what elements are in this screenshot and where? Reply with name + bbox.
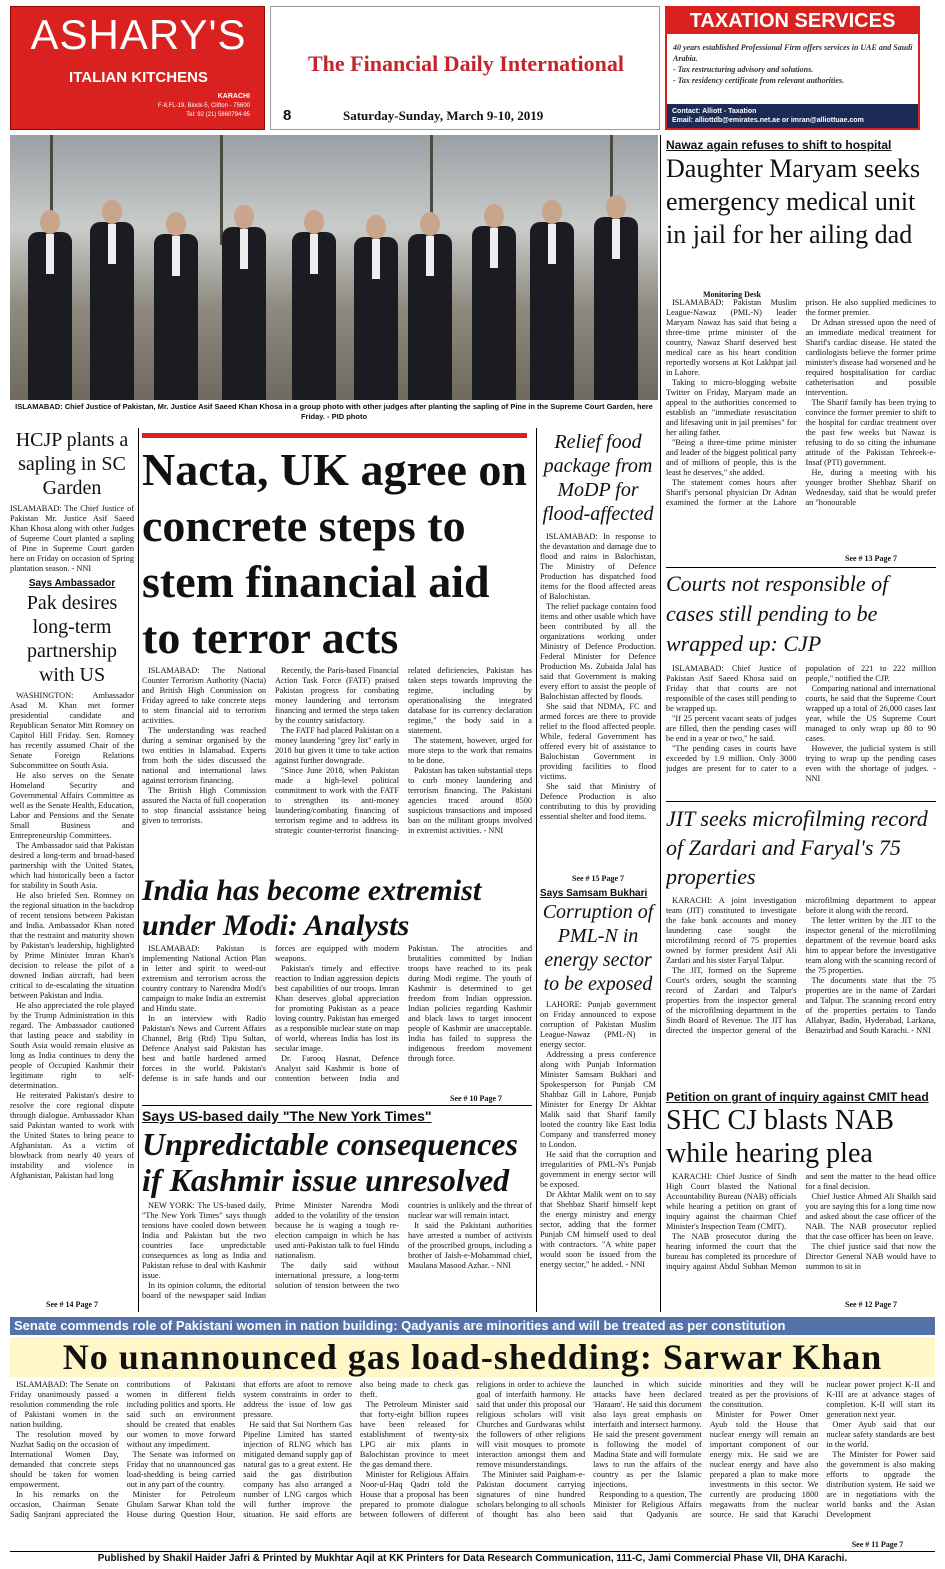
paragraph: The resolution moved by Nuzhat Sadiq on the occasion of International Women Day, demanded that concrete steps should be taken for women empowerment. bbox=[10, 1430, 119, 1489]
issue-date: Saturday-Sunday, March 9-10, 2019 bbox=[343, 108, 544, 123]
paragraph: He reiterated Pakistan's desire to resolve the core regional dispute through dialogue. Ambassador Khan said Pakistan wanted to work with the United States to bring peace to Afghanistan. As a victim of blowback from nearly 40 years of instability and violence in Afghanistan, Pakistan had long bbox=[10, 1091, 134, 1180]
taxation-line: - Tax restructuring advisory and solutions. bbox=[673, 65, 814, 74]
paragraph: The Minister for Power said the government is also making efforts to upgrade the distribution system. He said we are in negotiations with the world banks and the Asian Development bbox=[826, 1450, 935, 1519]
taxation-line: 40 years established Professional Firm offers services in UAE and Saudi Arabia. bbox=[673, 43, 913, 63]
taxation-ad-title: TAXATION SERVICES bbox=[667, 8, 918, 34]
paragraph: Pakistan has taken substantial steps to curb money laundering and terrorism financing. The Pakistani agencies traced around 8500 suspicious transactions and imposed ban on the militant groups involved in extremist activities. - NNI bbox=[408, 766, 532, 835]
column-divider bbox=[536, 428, 537, 1312]
paragraph: He, during a meeting with his younger brother Shehbaz Sharif on Wednesday, said that he would prefer an "honourable bbox=[805, 468, 936, 507]
paragraph: The Sharif family has been trying to convince the former premier to shift to the hospital for cardiac treatment over the past few weeks but Nawaz is refusing to do so citing the inhumane attitude of the Pakistan Tehreek-e-Insaf (PTI) government. bbox=[805, 398, 936, 467]
paragraph: In its opinion column, the editorial board of the newspaper said Indian Prime Minister Narendra Modi added to the volatility of the tension because he is waging a tough re-election campaign in which he has used anti-Pakistan talk to fuel Hindu nationalism. bbox=[142, 1201, 399, 1300]
paragraph: KARACHI: A joint investigation team (JIT) constituted to investigate the fake bank accounts and money laundering case sought the microfilming record of 75 properties owned by former president Asif Ali Zardari and his sister Faryal Talpur. bbox=[666, 896, 797, 965]
kashmir-headline: Unpredictable consequences if Kashmir issue unresolved bbox=[142, 1126, 518, 1198]
sarwar-headline: No unannounced gas load-shedding: Sarwar Khan bbox=[10, 1337, 935, 1377]
shc-body bbox=[666, 1172, 936, 1298]
senate-continued[interactable]: See # 11 Page 7 bbox=[851, 1540, 904, 1549]
paragraph: ISLAMABAD: Pakistan is implementing National Action Plan in letter and spirit to weed-out extremism and terrorism across the country contrary to Narendra Modi's campaign to make India an extremist and Hindu state. bbox=[142, 944, 266, 1013]
taxation-line: - Tax residency certificate from relevant authorities. bbox=[673, 76, 845, 85]
paragraph: Dr. Farooq Hasnat, Defence Analyst said Kashmir is bone of contention between India and Pakistan. The atrocities and brutalities committed by Indian troops have reached to its peak during Modi regime. The youth of Kashmir is determined to get freedom from Indian oppression. Indian policies regarding Kashmir and black laws to target innocent people of Kashmir are unacceptable. India has failed to suppress the indigenous freedom movement through force. bbox=[275, 944, 532, 1083]
paragraph: Dr Adnan stressed upon the need of an immediate medical treatment for Sharif's cardiac disease. He stated the cardiologists believe the former prime minister's disease had worsened and he required hospitalisation for cardiac catheterisation and possible intervention. bbox=[805, 318, 936, 397]
judge-figure bbox=[222, 205, 266, 400]
judge-figure bbox=[530, 200, 574, 400]
paragraph: However, the judicial system is still trying to wrap up the pending cases even with the shortage of judges. - NNI bbox=[805, 744, 936, 783]
judge-figure bbox=[90, 200, 134, 400]
left-column bbox=[10, 428, 134, 1313]
group-photo bbox=[10, 135, 658, 400]
india-body bbox=[142, 944, 532, 1096]
paragraph: Minister for Power Omer Ayub told the House that nuclear energy will remain an important component of our energy mix. He said we are nuclear energy and have also prepared a plan to make more investments in this sector. We currently are producing 1800 megawatts from the nuclear source. He said that Karachi nuclear power project K-II and K-III are at advance stages of completion. K-II will start its generation next year. bbox=[709, 1380, 935, 1519]
paragraph: ISLAMABAD: The Senate on Friday unanimously passed a resolution commending the role of Pakistani women in the nation building. bbox=[10, 1380, 119, 1429]
paragraph: "Since June 2018, when Pakistan made a high-level political commitment to work with the FATF to strengthen its anti-money laundering/combating financing of terrorism regime and to address its strategic counter-terrorist financing-related deficiencies, Pakistan has taken steps towards improving the regime, including by operationalising the integrated database for its currency declaration regime," the body said in a statement. bbox=[275, 666, 532, 835]
pmln-body bbox=[540, 1000, 656, 1310]
india-continued[interactable]: See # 10 Page 7 bbox=[450, 1094, 502, 1103]
ambassador-continued[interactable]: See # 14 Page 7 bbox=[46, 1300, 98, 1309]
footer-rule bbox=[10, 1551, 935, 1552]
paragraph: The statement, however, urged for more steps to the work that remains to be done. bbox=[408, 736, 532, 765]
paragraph: LAHORE: Punjab government on Friday announced to expose corruption of Pakistan Muslim League-Nawaz (PML-N) in energy sector. bbox=[540, 1000, 656, 1049]
taxation-ad bbox=[665, 6, 920, 130]
pmln-kicker: Says Samsam Bukhari bbox=[540, 888, 648, 899]
jit-headline: JIT seeks microfilming record of Zardari and Faryal's 75 properties bbox=[666, 806, 928, 889]
section-divider bbox=[142, 1105, 532, 1106]
ad-subtitle: ITALIAN KITCHENS bbox=[69, 69, 208, 86]
nacta-headline: Nacta, UK agree on concrete steps to stem financial aid to terror acts bbox=[142, 444, 527, 663]
shc-headline: SHC CJ blasts NAB while hearing plea bbox=[666, 1105, 894, 1169]
taxation-ad-text bbox=[673, 42, 913, 86]
paragraph: The NAB prosecutor during the hearing informed the court that the bureau has completed its procedure of inquiry against Abdul Subhan Memon and sent the matter to the head office for a final decision. bbox=[666, 1172, 936, 1271]
paragraph: Responding to a question, The Minister for Religious Affairs said that Qadyanis are minorities and they will be treated as per the provisions of the constitution. bbox=[593, 1380, 819, 1519]
paragraph: The chief justice said that now the Director General NAB would have to summon to sit in bbox=[805, 1242, 936, 1271]
paragraph: Pakistan's timely and effective reaction to Indian aggression depicts best capabilities of our troops. Imran Khan deserves global appreciation for promoting Pakistan as a peace loving country. Pakistan has emerged as a responsible nuclear state on map of world, whereas India has lost its secular image. bbox=[275, 964, 399, 1053]
maryam-kicker: Nawaz again refuses to shift to hospital bbox=[666, 138, 892, 152]
judge-figure bbox=[154, 212, 198, 400]
paragraph: Recently, the Paris-based Financial Action Task Force (FATF) praised Pakistan progress for combating money laundering and terrorism financing and termed the steps taken by the country satisfactory. bbox=[275, 666, 399, 725]
paragraph: Minister for Religious Affairs Noor-ul-Haq Qadri told the House that a proposal has been prepared to promote dialogue between followers of different religions in order to achieve the goal of interfaith harmony. He said that under this proposal our religious scholars will visit Churches and Gurdwaras whilst the followers of other religions will visit mosques to promote interaction amongst them and remove misunderstandings. bbox=[359, 1380, 586, 1519]
paragraph: Dr Akhtar Malik went on to say that Shehbaz Sharif himself kept the energy ministry and energy sector, adding that the former Punjab CM himself used to deal with contractors. "A white paper would soon be issued from the energy sector," he added. - NNI bbox=[540, 1190, 656, 1269]
judge-figure bbox=[408, 212, 452, 400]
relief-continued[interactable]: See # 15 Page 7 bbox=[572, 874, 624, 883]
shc-kicker: Petition on grant of inquiry against CMIT head bbox=[666, 1090, 929, 1104]
paragraph: Comparing national and international courts, he said that the Supreme Court wrapped up a total of 26,000 cases last year, while the US Supreme Court managed to only wrap up 80 to 90 cases. bbox=[805, 684, 936, 743]
masthead bbox=[270, 6, 660, 130]
page-number: 8 bbox=[283, 107, 292, 124]
paragraph: He said that the corruption and irregularities of PML-N's Punjab government in energy sector will be exposed. bbox=[540, 1150, 656, 1189]
paragraph: KARACHI: Chief Justice of Sindh High Court blasted the National Accountability Bureau (NAB) officials while hearing a petition on grant of inquiry against the chairman Chief Minister's Inspection Team (CMIT). bbox=[666, 1172, 797, 1231]
paragraph: Taking to micro-blogging website Twitter on Friday, Maryam made an appeal to the authorities concerned to establish an "immediate resuscitation and lifesaving unit in jail premises" for her ailing father. bbox=[666, 378, 797, 437]
nacta-body bbox=[142, 666, 532, 872]
restaurant-ad bbox=[10, 6, 265, 130]
paragraph: The relief package contains food items and other usable which have been contributed by all the organizations working under Ministry of Defence Production. Federal Minister for Defence Production Ms. Zubaida Jalal has said that Government is making every effort to assist the people of Balochistan affected by floods. bbox=[540, 602, 656, 701]
paragraph: ISLAMABAD: In response to the devastation and damage due to flood and rains in Balochistan, The Ministry of Defence Production has dispatched food items for the flood affected areas of Balochistan. bbox=[540, 532, 656, 601]
newspaper-title: The Financial Daily International bbox=[308, 51, 624, 76]
senate-body bbox=[10, 1380, 935, 1550]
paragraph: The letter written by the JIT to the inspector general of the microfilming department of the revenue board asks him to appear before the investigative team along with the scanning record of the 75 properties. bbox=[805, 916, 936, 975]
paragraph: The FATF had placed Pakistan on a money laundering "grey list" early in 2018 but given it time to take action against further downgrade. bbox=[275, 726, 399, 765]
ad-phone: Tel: 92 (21) 5860794-95 bbox=[186, 112, 250, 118]
paragraph: The Minister said Paigham-e-Pakistan document carrying signatures of nine hundred scholars belonging to all schools of thought has also been launched in which suicide attacks have been declared 'Haraam'. He said this document also lays great emphasis on interfaith and intersect harmony. He said the present government is following the model of Madina State and will formulate laws to run the affairs of the country as per the Islamic injections. bbox=[476, 1380, 702, 1519]
taxation-contact bbox=[667, 104, 918, 128]
paragraph: He also serves on the Senate Homeland Security and Governmental Affairs Committee as well as the Senate Health, Education, Labor and Pensions and the Senate Small Business and Entrepreneurship Committees. bbox=[10, 771, 134, 840]
ambassador-kicker: Says Ambassador bbox=[28, 578, 116, 589]
ambassador-body bbox=[10, 691, 134, 1181]
paragraph: She said that NDMA, FC and armed forces are there to provide relief to the flood affected people. While, federal Government has offered every bit of assistance to Balochistan Government in providing facilities to flood victims. bbox=[540, 702, 656, 781]
senate-banner: Senate commends role of Pakistani women in nation building: Qadyanis are minorities and will be treated as per constitution bbox=[10, 1317, 935, 1335]
section-divider bbox=[666, 567, 936, 568]
section-divider bbox=[666, 801, 936, 802]
courts-headline: Courts not responsible of cases still pending to be wrapped up: CJP bbox=[666, 571, 889, 656]
maryam-byline: Monitoring Desk bbox=[703, 290, 761, 299]
paragraph: In his remarks on the occasion, Chairman Senate Sadiq Sanjrani appreciated the contributions of Pakistani women in different fields including politics and sports. He said such an environment should be created that enables our women to move forward without any impediment. bbox=[10, 1380, 236, 1519]
ad-address: F-8,FL-19, Block-5, Clifton - 75600 bbox=[157, 103, 250, 109]
relief-body bbox=[540, 532, 656, 872]
judge-figure bbox=[594, 195, 638, 400]
paragraph: "If 25 percent vacant seats of judges are filled, then the pending cases will be end in a year or two," he said. bbox=[666, 714, 797, 743]
paragraph: The Ambassador said that Pakistan desired a long-term and broad-based partnership with the United States, which had historically been a factor for stability in South Asia. bbox=[10, 841, 134, 890]
paragraph: The statement comes hours after Sharif's personal physician Dr Adnan examined the former at the Lahore prison. He also supplied medicines to the former premier. bbox=[666, 298, 936, 507]
ambassador-headline: Pak desires long-term partnership with US bbox=[26, 592, 118, 686]
paragraph: He also appreciated the role played by the Trump Administration in this regard. The Ambassador cautioned that lasting peace and stability in South Asia would remain elusive as long as India continues to deny the people of Occupied Kashmir their legitimate right to self-determination. bbox=[10, 1001, 134, 1090]
paragraph: Chief Justice Ahmed Ali Shaikh said you are saying this for a long time now and asked about the case officer of the NAB. The NAB prosecutor replied that the case officer has been on leave. bbox=[805, 1192, 936, 1241]
judge-figure bbox=[292, 210, 336, 400]
paragraph: The British High Commission assured the Nacta of full cooperation to stop financial assistance being given to terrorists. bbox=[142, 786, 266, 825]
paragraph: The Senate was informed on Friday that no unannounced gas load-shedding is being carried out in any part of the country. bbox=[126, 1450, 236, 1489]
taxation-email[interactable]: Email: alliottdb@emirates.net.ae or imran@alliottuae.com bbox=[672, 117, 864, 124]
paragraph: Omer Ayub said that our nuclear safety standards are best in the world. bbox=[826, 1420, 935, 1449]
column-divider bbox=[138, 428, 139, 1312]
pmln-headline: Corruption of PML-N in energy sector to be exposed bbox=[542, 901, 654, 995]
judge-figure bbox=[354, 215, 398, 400]
paragraph: Addressing a press conference along with Punjab Information Minister Samsam Bukhari and Spokesperson for Punjab CM Shahbaz Gill in Lahore, Punjab Minister for Energy Dr Akhtar Malik said that Sharif family looted the country like East India Company and transferred money to London. bbox=[540, 1050, 656, 1149]
photo-caption: ISLAMABAD: Chief Justice of Pakistan, Mr. Justice Asif Saeed Khan Khosa in a group photo with other judges after planting the sapling of Pine in the Supreme Court Garden, here Friday. - PID photo bbox=[15, 402, 653, 421]
paragraph: The Petroleum Minister said that forty-eight billion rupees have been released for establishment of twenty-six LPG air mix plants in Balochistan province to meet the gas demand there. bbox=[359, 1400, 469, 1469]
paragraph: "The pending cases in courts have exceeded by 1.9 million. Only 3000 judges are present for to cater to a population of 221 to 222 million people," notified the CJP. bbox=[666, 664, 936, 773]
paragraph: "Being a three-time prime minister and leader of the biggest political party and of millions of people, this is the least he deserves," she added. bbox=[666, 438, 797, 477]
paragraph: The daily said without international pressure, a long-term solution of tension between the two countries is unlikely and the threat of nuclear war will remain intact. bbox=[275, 1201, 532, 1290]
maryam-body bbox=[666, 298, 936, 564]
kashmir-body bbox=[142, 1201, 532, 1311]
paragraph: He said that Sui Northern Gas Pipeline Limited has started injection of RLNG which has mitigated demand supply gap of natural gas to a great extent. He said the gas distribution company has also arranged a number of LNG cargos which will further improve the situation. He said efforts are also being made to check gas theft. bbox=[243, 1380, 469, 1519]
relief-headline: Relief food package from MoDP for flood-affected bbox=[542, 431, 654, 525]
column-divider bbox=[660, 135, 661, 1312]
paragraph: ISLAMABAD: Chief Justice of Pakistan Asif Saeed Khosa said on Friday that that courts are not responsible of the cases still pending to be wrapped up. bbox=[666, 664, 797, 713]
taxation-contact-name: Contact: Alliott - Taxation bbox=[672, 108, 757, 115]
ad-city: KARACHI bbox=[217, 93, 250, 100]
paragraph: Minister for Petroleum Ghulam Sarwar Khan told the House during Question Hour, that efforts are afoot to remove system constraints in order to address the issue of low gas pressure. bbox=[126, 1380, 352, 1519]
paragraph: The documents state that the 75 properties are in the name of Zardari and Talpur. The scanning record entry of the properties pertains to Tando Allahyar, Badin, Hyderabad, Larkana, Benazirbad and South Karachi. - NNI bbox=[805, 976, 936, 1035]
red-rule bbox=[142, 433, 527, 438]
maryam-continued[interactable]: See # 13 Page 7 bbox=[845, 554, 897, 563]
maryam-headline: Daughter Maryam seeks emergency medical unit in jail for her ailing dad bbox=[666, 154, 921, 249]
shc-continued[interactable]: See # 12 Page 7 bbox=[845, 1300, 897, 1309]
paragraph: WASHINGTON: Ambassador Asad M. Khan met former presidential candidate and Republican Senator Mitt Romney on Capitol Hill Friday. Sen. Romney has recently assumed Chair of the Senate Foreign Relations Subcommittee on South Asia. bbox=[10, 691, 134, 770]
jit-body bbox=[666, 896, 936, 1086]
paragraph: In an interview with Radio Pakistan's News and Current Affairs Channel, Brig (Rtd) Tipu Sultan, Defence Analyst said Pakistan has best and battle hardened armed forces in the world. Pakistan's defense is in safe hands and our forces are equipped with modern weapons. bbox=[142, 944, 399, 1083]
india-headline: India has become extremist under Modi: Analysts bbox=[142, 874, 482, 942]
paragraph: The JIT, formed on the Supreme Court's orders, sought the scanning record of Zardari and Talpur's properties from the inspector general of the microfilming department in the Sindh Board of Revenue. The JIT has directed the inspector general of the microfilming department to appear before it along with the record. bbox=[666, 896, 936, 1035]
paragraph: ISLAMABAD: The National Counter Terrorism Authority (Nacta) and British High Commission on Friday agreed to take concrete steps to stem financial aid to terrorism activities. bbox=[142, 666, 266, 725]
paragraph: The understanding was reached during a seminar organised by the two entities in Islamabad. Experts from both the sides discussed the national and international laws against terrorism financing. bbox=[142, 726, 266, 785]
kashmir-kicker: Says US-based daily "The New York Times" bbox=[142, 1108, 432, 1124]
hcjp-body: ISLAMABAD: The Chief Justice of Pakistan Mr. Justice Asif Saeed Khan Khosa along with other Judges of Supreme Court planted a sapling of Pine in Supreme Court garden here on Friday on occasion of Spring plantation season. - NNI bbox=[10, 504, 134, 573]
paragraph: He also briefed Sen. Romney on the regional situation in the backdrop of recent tensions between Pakistan and India. Ambassador Khan noted that the restraint and maturity shown by Pakistan's leadership, highlighted by Prime Minister Imran Khan's decision to release the pilot of a downed Indian aircraft, had been critical to de-escalating the situation between Pakistan and India. bbox=[10, 891, 134, 1000]
paragraph: NEW YORK: The US-based daily, "The New York Times" says though tensions have cooled down between India and Pakistan but the two countries face unpredictable consequences as long as India and Pakistan refuse to deal with Kashmir issue. bbox=[142, 1201, 266, 1280]
judge-figure bbox=[472, 204, 516, 400]
courts-body bbox=[666, 664, 936, 798]
paragraph: She said that Ministry of Defence Production is also contributing to this by providing essential shelter and food items. bbox=[540, 782, 656, 821]
paragraph: It said the Pakistani authorities have arrested a number of activists of the proscribed groups, including a brother of Jaish-e-Mohammad chief, Maulana Masood Azhar. - NNI bbox=[408, 1221, 532, 1270]
publisher-line: Published by Shakil Haider Jafri & Printed by Mukhtar Aqil at KK Printers for Data Research Communication, 111-C, Jami Commercial Phase VII, DHA Karachi. bbox=[97, 1553, 848, 1564]
hcjp-headline: HCJP plants a sapling in SC Garden bbox=[15, 429, 129, 499]
ad-brand-name: ASHARY'S bbox=[30, 11, 247, 58]
paragraph: ISLAMABAD: Pakistan Muslim League-Nawaz (PML-N) leader Maryam Nawaz has said that being a three-time prime minister of the country, Nawaz Sharif deserved best medical care as his heart condition reportedly worsens at Kot Lakhpat jail in Lahore. bbox=[666, 298, 797, 377]
judge-figure bbox=[28, 210, 72, 400]
